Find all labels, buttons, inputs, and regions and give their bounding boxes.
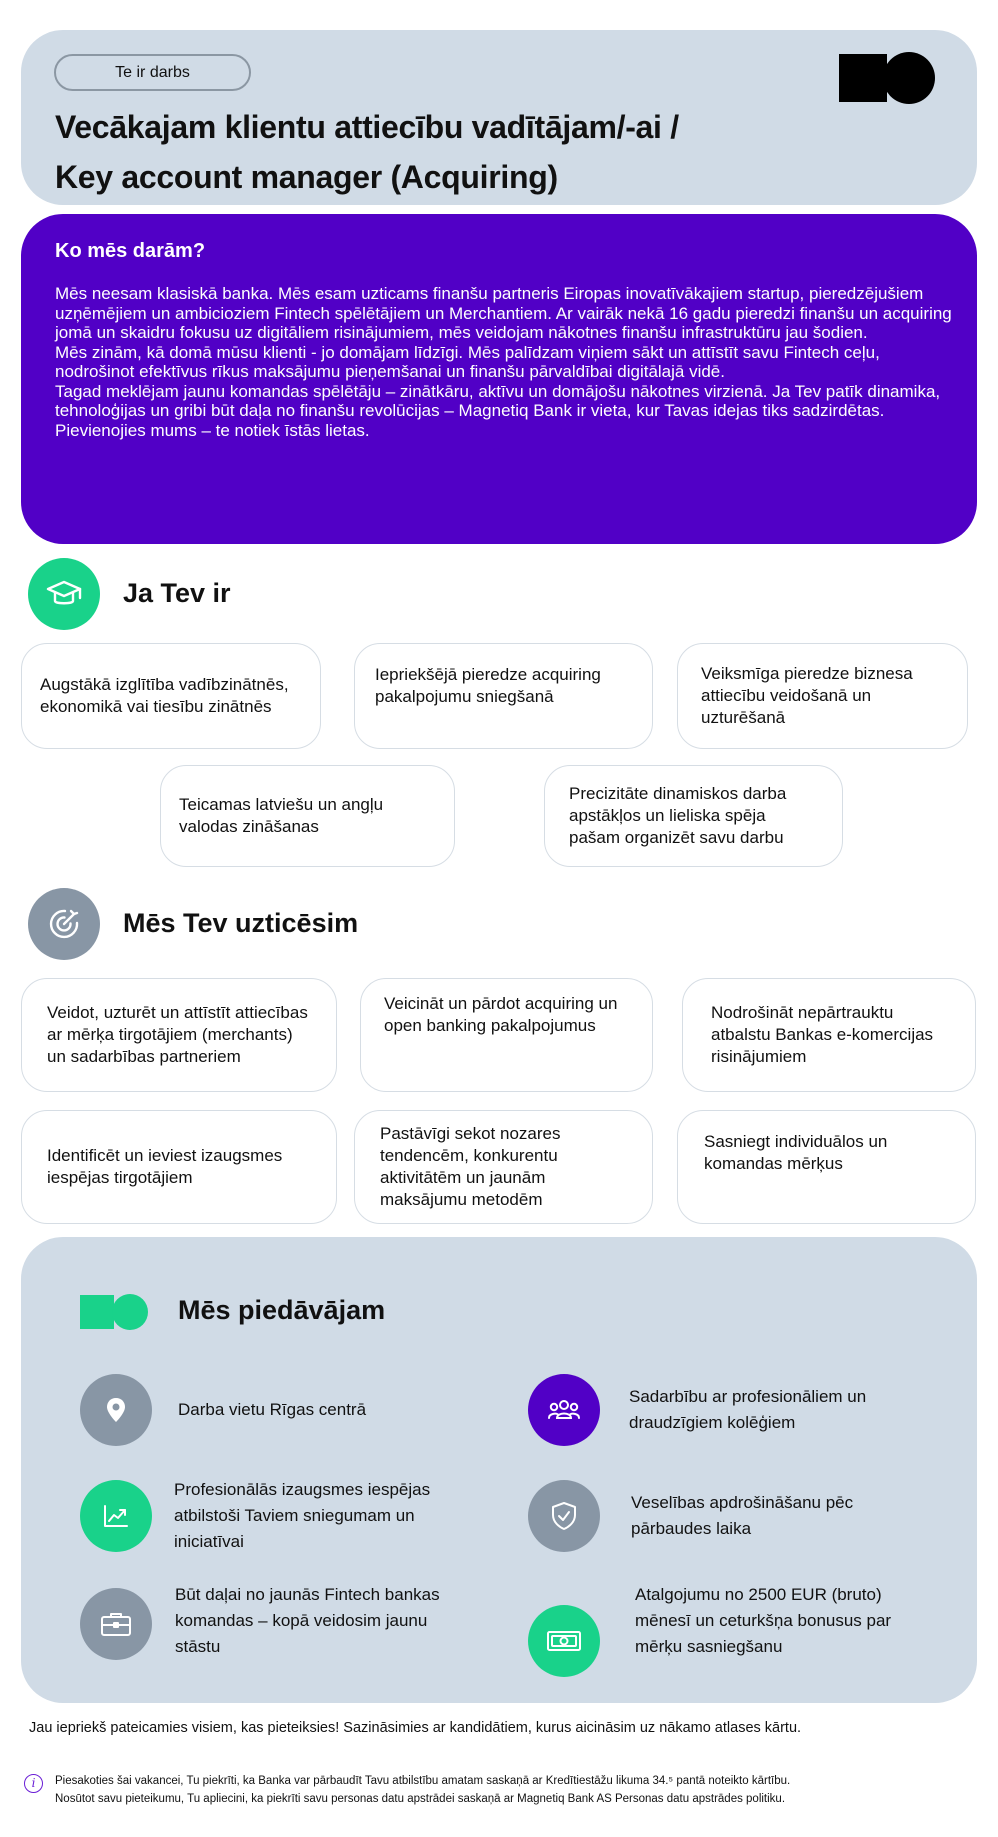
logo-square bbox=[839, 54, 887, 102]
offer-item-text: Sadarbību ar profesionāliem un draudzīgiem kolēģiem bbox=[629, 1387, 867, 1432]
target-icon bbox=[28, 888, 100, 960]
requirement-card bbox=[160, 765, 455, 867]
growth-chart-icon bbox=[80, 1480, 152, 1552]
about-paragraph-1: Mēs neesam klasiskā banka. Mēs esam uzticams finanšu partneris Eiropas inovatīvākajiem startup, pieredzējušiem uzņēmējiem un ambicioziem Fintech spēlētājiem un Merchantiem. Ar vairāk nekā 16 gadu pieredzi finanšu un acquiring jomā un skaidru fokusu uz digitāliem risinājumiem, mēs veidojam nākotnes finanšu infrastruktūru jau šodien. bbox=[55, 284, 952, 342]
requirement-card bbox=[21, 643, 321, 749]
offer-section bbox=[21, 1237, 977, 1703]
duty-card bbox=[21, 978, 337, 1092]
about-text bbox=[55, 284, 955, 440]
legal-notice-line-1: Piesakoties šai vakancei, Tu piekrīti, ka Banka var pārbaudīt Tavu atbilstību amatam saskaņā ar Kredītiestāžu likuma 34.⁵ pantā noteikto kārtību. bbox=[55, 1775, 791, 1787]
briefcase-icon bbox=[80, 1588, 152, 1660]
about-paragraph-4: Pievienojies mums – te notiek īstās lietas. bbox=[55, 420, 370, 440]
legal-notice bbox=[55, 1772, 985, 1808]
requirement-text: Teicamas latviešu un angļu valodas zināšanas bbox=[179, 795, 384, 836]
about-heading: Ko mēs darām? bbox=[55, 240, 206, 262]
shield-check-icon bbox=[528, 1480, 600, 1552]
requirement-card bbox=[677, 643, 968, 749]
job-badge: Te ir darbs bbox=[54, 54, 251, 91]
duty-card bbox=[677, 1110, 976, 1224]
requirement-text: Augstākā izglītība vadībzinātnēs, ekonomikā vai tiesību zinātnēs bbox=[40, 675, 289, 716]
legal-notice-line-2: Nosūtot savu pieteikumu, Tu apliecini, ka piekrīti savu personas datu apstrādei saskaņā ar Magnetiq Bank AS Personas datu apstrādes politiku. bbox=[55, 1793, 786, 1805]
offer-logo-square bbox=[80, 1295, 114, 1329]
offer-item-text: Būt daļai no jaunās Fintech bankas komandas – kopā veidosim jaunu stāstu bbox=[175, 1585, 440, 1656]
requirement-text: Veiksmīga pieredze biznesa attiecību veidošanā un uzturēšanā bbox=[701, 664, 913, 727]
duty-text: Nodrošināt nepārtrauktu atbalstu Bankas e-komercijas risinājumiem bbox=[711, 1003, 934, 1066]
location-pin-icon bbox=[80, 1374, 152, 1446]
duty-card bbox=[360, 978, 653, 1092]
requirement-text: Iepriekšējā pieredze acquiring pakalpojumu sniegšanā bbox=[375, 665, 601, 706]
duty-text: Veidot, uzturēt un attīstīt attiecības ar mērķa tirgotājiem (merchants) un sadarbības partneriem bbox=[47, 1003, 308, 1066]
team-icon bbox=[528, 1374, 600, 1446]
offer-item-text: Veselības apdrošināšanu pēc pārbaudes laika bbox=[631, 1493, 854, 1538]
offer-logo bbox=[80, 1294, 148, 1330]
offer-item-text: Profesionālās izaugsmes iespējas atbilstoši Taviem sniegumam un iniciatīvai bbox=[174, 1480, 431, 1551]
offer-heading: Mēs piedāvājam bbox=[178, 1295, 386, 1325]
job-title-line-1: Vecākajam klientu attiecību vadītājam/-ai / bbox=[55, 109, 679, 145]
duties-heading: Mēs Tev uzticēsim bbox=[123, 908, 359, 938]
about-section bbox=[21, 214, 977, 544]
header-card bbox=[21, 30, 977, 205]
about-paragraph-2: Mēs zinām, kā domā mūsu klienti - jo domājam līdzīgi. Mēs palīdzam viņiem sākt un attīstīt savu Fintech ceļu, nodrošinot efektīvus rīkus maksājumu pieņemšanai un finanšu pārvaldībai digitālajā vidē. bbox=[55, 342, 880, 381]
requirement-card bbox=[354, 643, 653, 749]
logo-circle bbox=[883, 52, 935, 104]
graduation-cap-icon bbox=[28, 558, 100, 630]
duty-card bbox=[21, 1110, 337, 1224]
job-title bbox=[55, 102, 815, 202]
about-paragraph-3: Tagad meklējam jaunu komandas spēlētāju – zinātkāru, aktīvu un domājošu nākotnes virzienā. Ja Tev patīk dinamika, tehnoloģijas un gribi būt daļa no finanšu revolūcijas – Magnetiq Bank ir vieta, kur Tavas idejas tiks sadzirdētas. bbox=[55, 381, 941, 420]
duty-card bbox=[682, 978, 976, 1092]
requirement-card bbox=[544, 765, 843, 867]
offer-item-text: Atalgojumu no 2500 EUR (bruto) mēnesī un ceturkšņa bonusus par mērķu sasniegšanu bbox=[635, 1585, 892, 1656]
offer-item-text: Darba vietu Rīgas centrā bbox=[178, 1400, 367, 1419]
duty-card bbox=[354, 1110, 653, 1224]
offer-logo-circle bbox=[112, 1294, 148, 1330]
requirements-heading: Ja Tev ir bbox=[123, 578, 231, 608]
banknote-icon bbox=[528, 1605, 600, 1677]
job-title-line-2: Key account manager (Acquiring) bbox=[55, 159, 558, 195]
duty-text: Sasniegt individuālos un komandas mērķus bbox=[704, 1132, 888, 1173]
duty-text: Veicināt un pārdot acquiring un open banking pakalpojumus bbox=[384, 994, 618, 1035]
duty-text: Pastāvīgi sekot nozares tendencēm, konkurentu aktivitātēm un jaunām maksājumu metodēm bbox=[380, 1124, 561, 1209]
requirement-text: Precizitāte dinamiskos darba apstākļos un lieliska spēja pašam organizēt savu darbu bbox=[569, 784, 787, 847]
duty-text: Identificēt un ieviest izaugsmes iespējas tirgotājiem bbox=[47, 1146, 283, 1187]
bank-logo bbox=[839, 52, 935, 104]
info-icon: i bbox=[24, 1774, 43, 1793]
thanks-text: Jau iepriekš pateicamies visiem, kas pieteiksies! Sazināsimies ar kandidātiem, kurus aicināsim uz nākamo atlases kārtu. bbox=[29, 1720, 802, 1736]
